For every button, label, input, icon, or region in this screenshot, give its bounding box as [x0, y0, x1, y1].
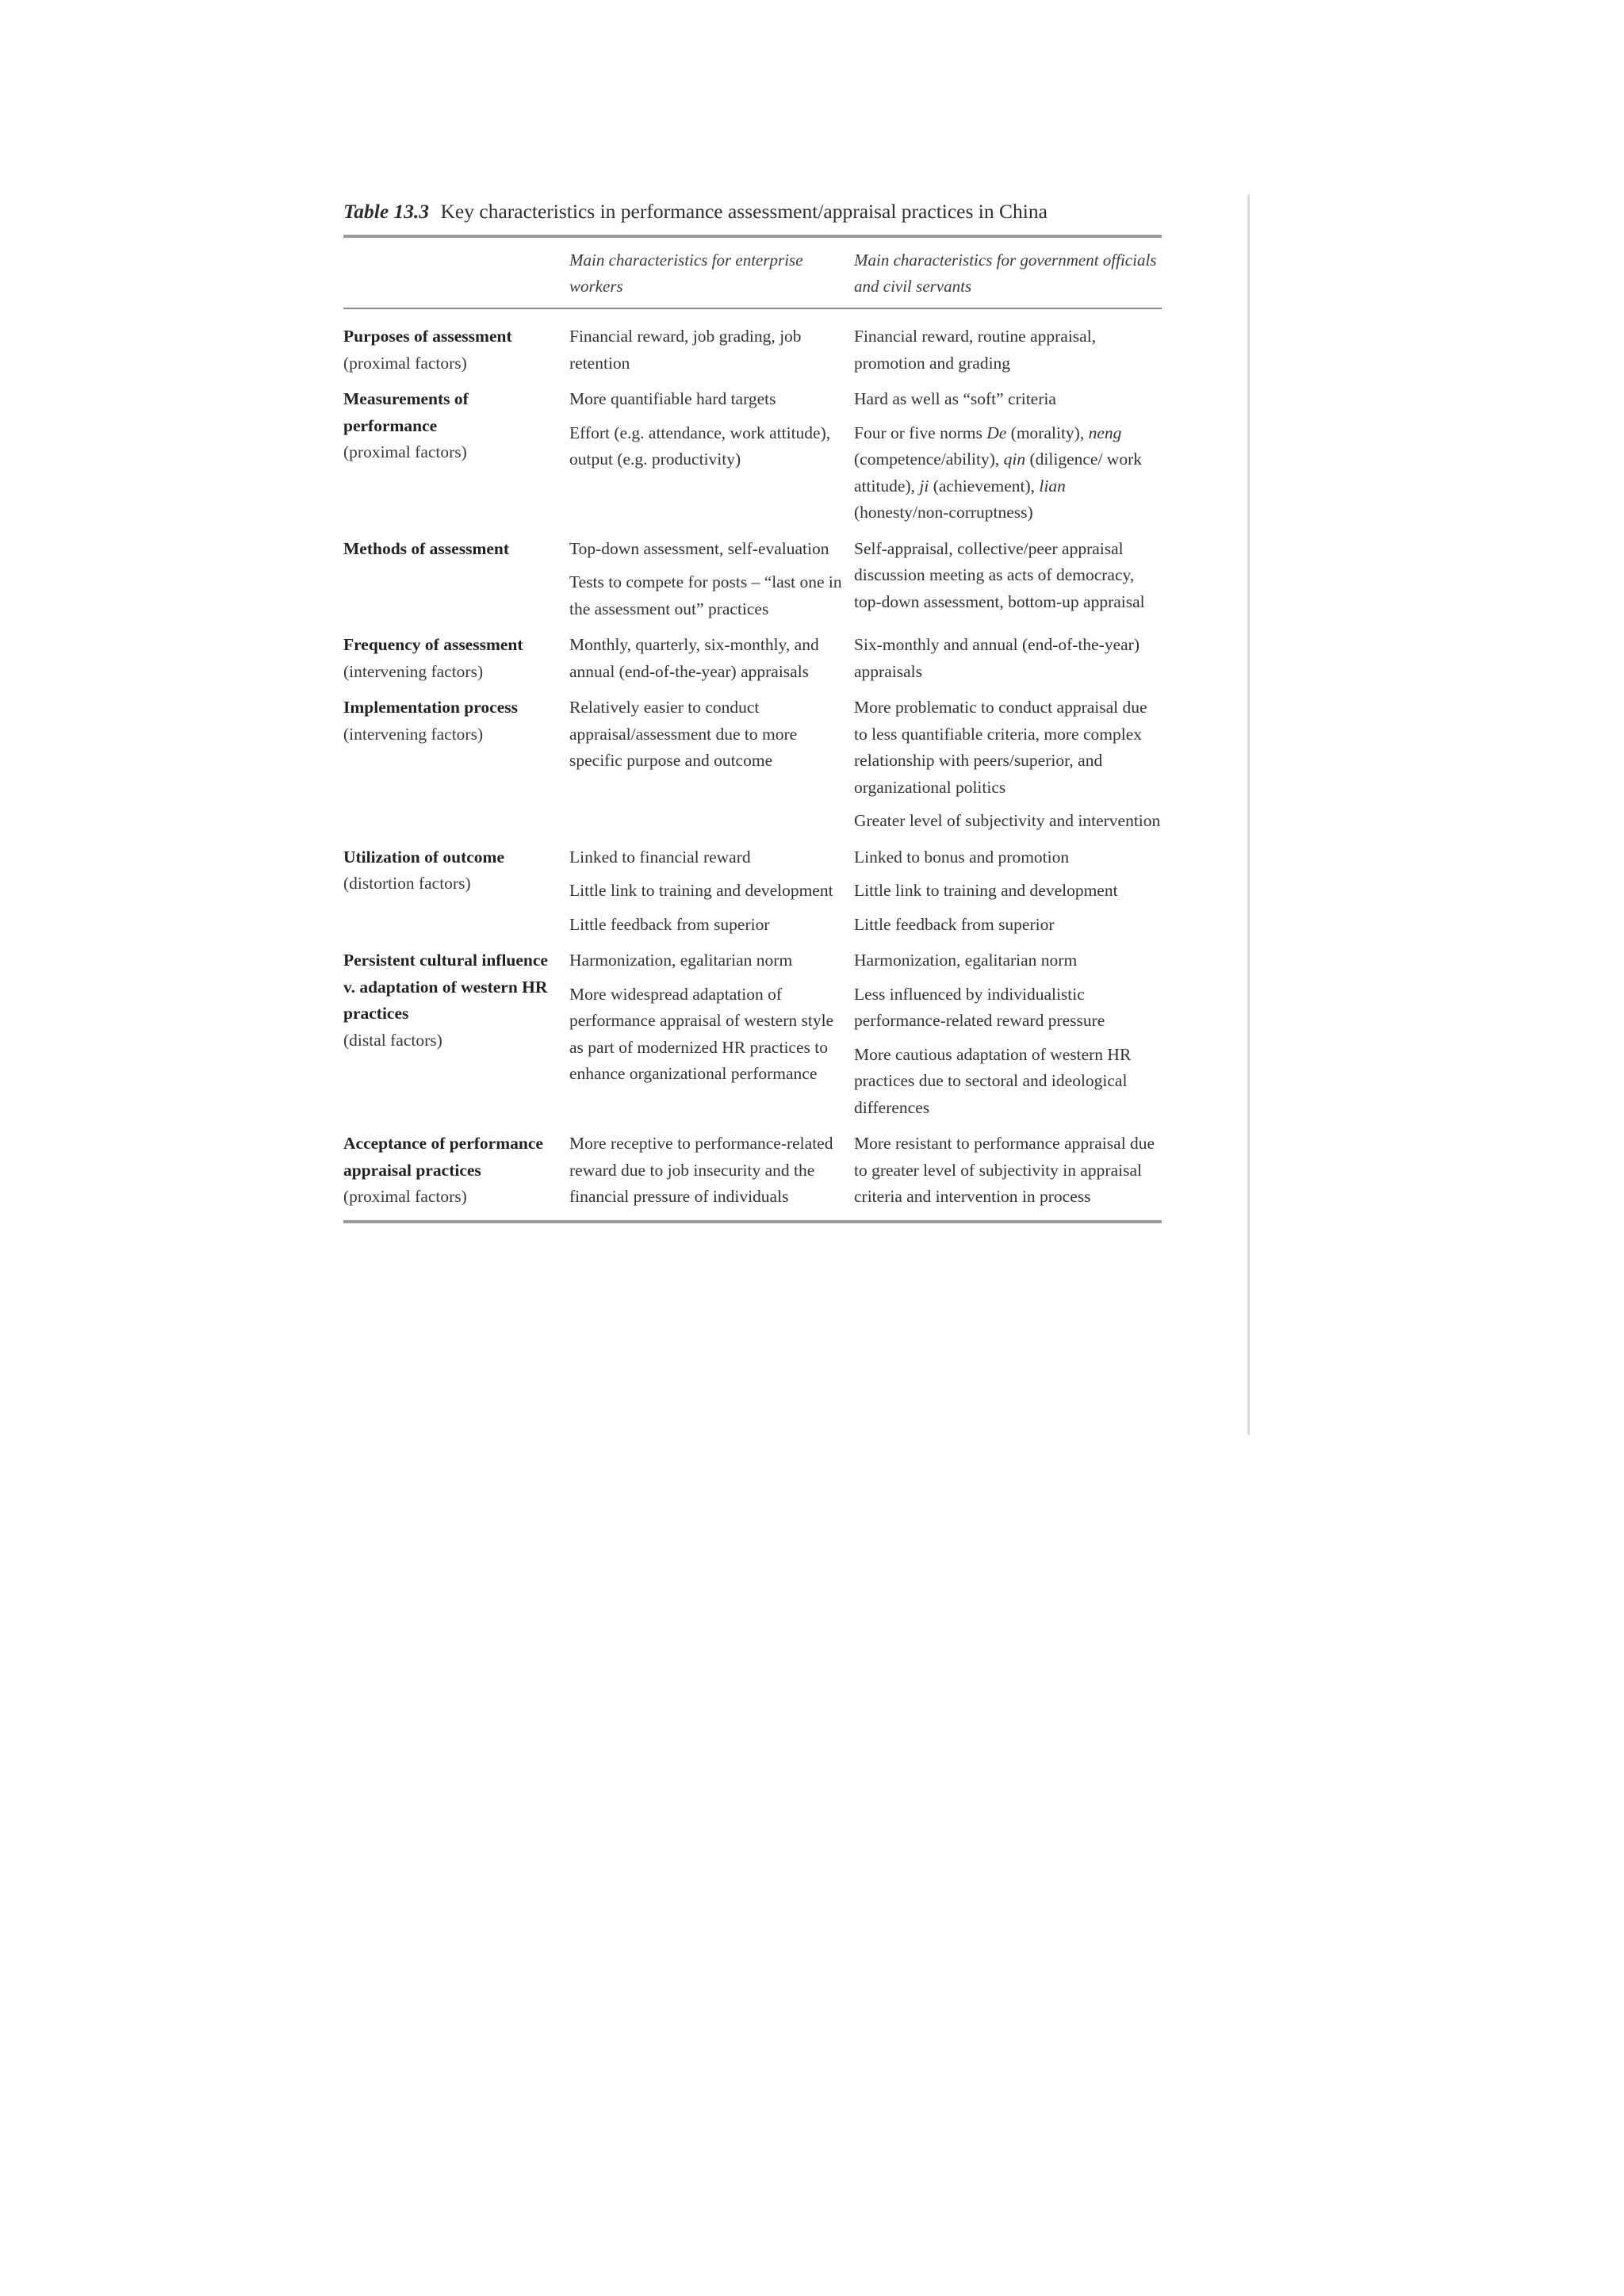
- enterprise-paragraph: Financial reward, job grading, job retention: [569, 327, 802, 373]
- header-empty-cell: [343, 247, 569, 300]
- table-13-3: [343, 198, 1162, 1223]
- row-header-cell: [343, 386, 569, 526]
- table-row: [343, 1131, 1162, 1211]
- government-paragraph: Little feedback from superior: [854, 914, 1055, 934]
- government-paragraph: More cautious adaptation of western HR practices due to sectoral and ideological differences: [854, 1044, 1132, 1117]
- table-row: [343, 536, 1162, 623]
- page-edge-rule: [1247, 194, 1250, 1435]
- enterprise-cell: [569, 1131, 854, 1211]
- enterprise-cell: [569, 323, 854, 377]
- row-factor-note: (proximal factors): [343, 442, 467, 461]
- enterprise-paragraph: More receptive to performance-related reward due to job insecurity and the financial pressure of individuals: [569, 1134, 833, 1206]
- table-header-row: [343, 238, 1162, 308]
- enterprise-paragraph: Relatively easier to conduct appraisal/assessment due to more specific purpose and outcome: [569, 698, 798, 770]
- table-row: [343, 386, 1162, 526]
- row-label: Purposes of assessment: [343, 327, 512, 346]
- government-cell: [854, 947, 1162, 1121]
- row-header-cell: [343, 947, 569, 1121]
- government-paragraph: Little link to training and development: [854, 881, 1118, 900]
- government-paragraph: More problematic to conduct appraisal due to less quantifiable criteria, more complex relationship with peers/superior, and organizational politics: [854, 698, 1147, 797]
- row-label: Measurements of performance: [343, 389, 469, 435]
- table-title: Key characteristics in performance assessment/appraisal practices in China: [440, 200, 1048, 223]
- government-cell: [854, 844, 1162, 939]
- table-row: [343, 844, 1162, 939]
- header-government: Main characteristics for government officials and civil servants: [854, 251, 1157, 296]
- enterprise-cell: [569, 947, 854, 1121]
- government-paragraph: Six-monthly and annual (end-of-the-year) appraisals: [854, 635, 1139, 681]
- enterprise-paragraph: Little link to training and development: [569, 881, 833, 900]
- header-enterprise: Main characteristics for enterprise workers: [569, 251, 803, 296]
- government-paragraph: More resistant to performance appraisal due to greater level of subjectivity in appraisal criteria and intervention in process: [854, 1134, 1155, 1206]
- table-row: [343, 695, 1162, 835]
- row-label: Implementation process: [343, 698, 518, 717]
- row-label: Acceptance of performance appraisal practices: [343, 1134, 543, 1180]
- government-cell: [854, 323, 1162, 377]
- row-header-cell: [343, 1131, 569, 1211]
- row-label: Utilization of outcome: [343, 847, 505, 867]
- row-factor-note: (proximal factors): [343, 1187, 467, 1206]
- government-paragraph: Less influenced by individualistic performance-related reward pressure: [854, 984, 1105, 1030]
- government-paragraph: Financial reward, routine appraisal, promotion and grading: [854, 327, 1097, 373]
- enterprise-cell: [569, 536, 854, 623]
- government-cell: [854, 695, 1162, 835]
- government-paragraph: Self-appraisal, collective/peer appraisal discussion meeting as acts of democracy, top-down assessment, bottom-up appraisal: [854, 538, 1145, 611]
- row-label: Frequency of assessment: [343, 635, 523, 654]
- enterprise-paragraph: More widespread adaptation of performance appraisal of western style as part of modernized HR practices to enhance organizational performance: [569, 984, 834, 1083]
- enterprise-paragraph: Tests to compete for posts – “last one in the assessment out” practices: [569, 572, 842, 618]
- government-cell: [854, 1131, 1162, 1211]
- table-row: [343, 947, 1162, 1121]
- enterprise-paragraph: Harmonization, egalitarian norm: [569, 951, 793, 970]
- enterprise-cell: [569, 844, 854, 939]
- government-paragraph: Harmonization, egalitarian norm: [854, 951, 1078, 970]
- government-paragraph: Linked to bonus and promotion: [854, 847, 1070, 867]
- government-cell: [854, 386, 1162, 526]
- row-header-cell: [343, 536, 569, 623]
- row-header-cell: [343, 632, 569, 685]
- row-header-cell: [343, 695, 569, 835]
- enterprise-cell: [569, 386, 854, 526]
- enterprise-cell: [569, 632, 854, 685]
- government-cell: [854, 632, 1162, 685]
- table-row: [343, 632, 1162, 685]
- table-body: [343, 309, 1162, 1211]
- enterprise-paragraph: Linked to financial reward: [569, 847, 751, 867]
- government-paragraph: Greater level of subjectivity and intervention: [854, 811, 1161, 830]
- table-bottom-rule: [343, 1220, 1162, 1223]
- row-factor-note: (proximal factors): [343, 353, 467, 373]
- enterprise-paragraph: Monthly, quarterly, six-monthly, and annual (end-of-the-year) appraisals: [569, 635, 819, 681]
- row-factor-note: (intervening factors): [343, 724, 484, 744]
- table-number: Table 13.3: [343, 200, 430, 223]
- table-row: [343, 323, 1162, 377]
- enterprise-paragraph: Effort (e.g. attendance, work attitude), output (e.g. productivity): [569, 423, 831, 469]
- enterprise-paragraph: More quantifiable hard targets: [569, 389, 776, 408]
- government-cell: [854, 536, 1162, 623]
- row-label: Persistent cultural influence v. adaptation of western HR practices: [343, 951, 548, 1023]
- enterprise-paragraph: Top-down assessment, self-evaluation: [569, 538, 829, 558]
- government-paragraph: Hard as well as “soft” criteria: [854, 389, 1056, 408]
- enterprise-paragraph: Little feedback from superior: [569, 914, 770, 934]
- enterprise-cell: [569, 695, 854, 835]
- row-label: Methods of assessment: [343, 538, 510, 558]
- table-caption: [343, 198, 1162, 225]
- row-header-cell: [343, 323, 569, 377]
- row-factor-note: (distal factors): [343, 1030, 442, 1050]
- row-factor-note: (distortion factors): [343, 874, 471, 893]
- row-factor-note: (intervening factors): [343, 661, 484, 681]
- government-paragraph: Four or five norms De (morality), neng (competence/ability), qin (diligence/ work attitude), ji (achievement), lian (honesty/non-corruptness): [854, 423, 1142, 522]
- row-header-cell: [343, 844, 569, 939]
